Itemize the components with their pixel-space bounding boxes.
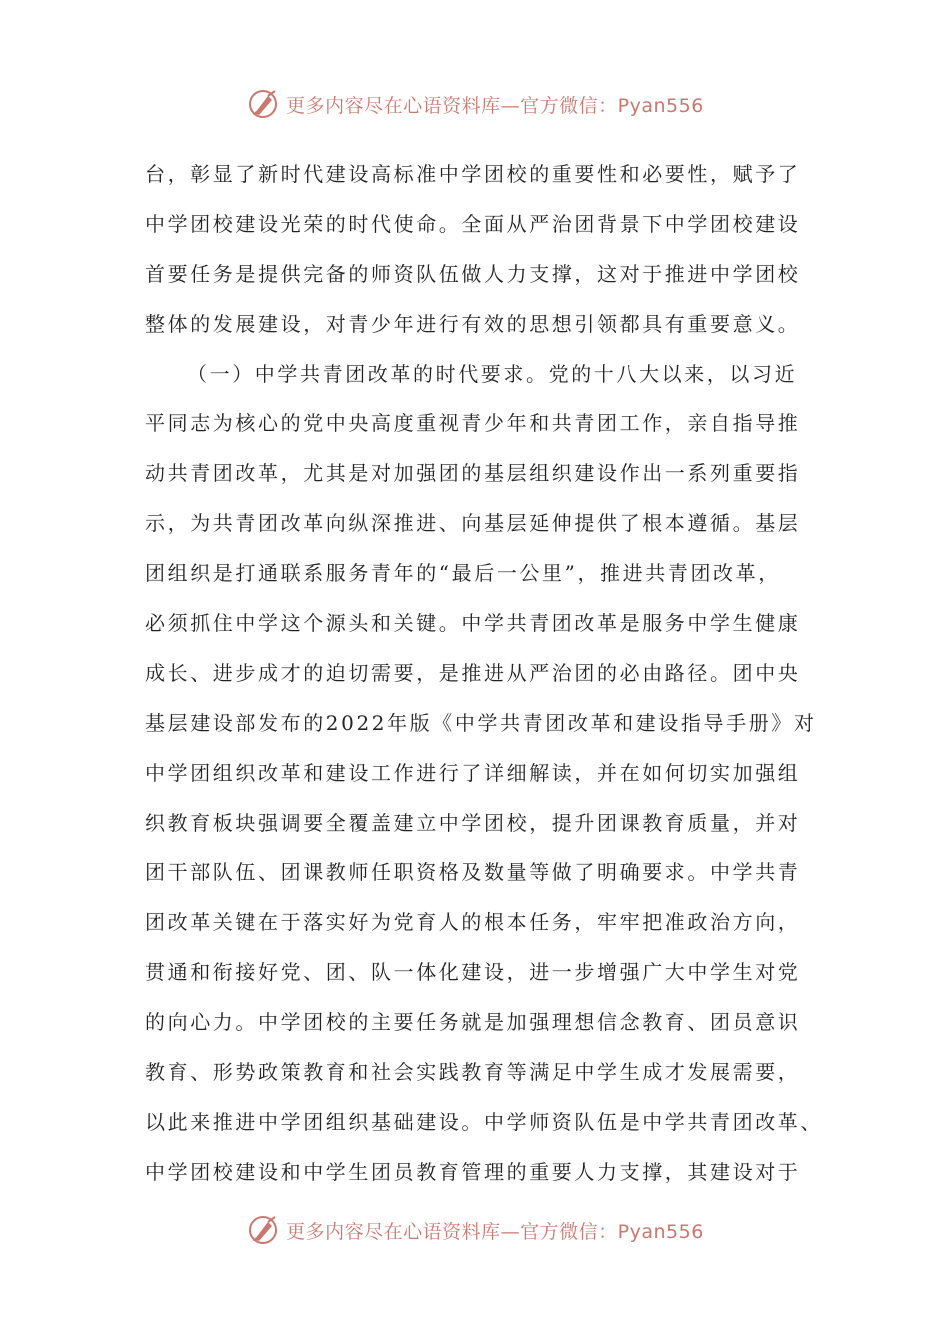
- text-line: 示，为共青团改革向纵深推进、向基层延伸提供了根本遵循。基层: [145, 511, 801, 536]
- text-line: 织教育板块强调要全覆盖建立中学团校，提升团课教育质量，并对: [145, 810, 801, 835]
- text-line: 教育、形势政策教育和社会实践教育等满足中学生成才发展需要，: [145, 1060, 801, 1085]
- section-heading-line: （一）中学共青团改革的时代要求。党的十八大以来，以习近: [187, 361, 798, 386]
- pen-nib-logo-icon: [246, 87, 280, 121]
- text-line: 中学团组织改革和建设工作进行了详细解读，并在如何切实加强组: [145, 760, 801, 785]
- text-line: 中学团校建设光荣的时代使命。全面从严治团背景下中学团校建设: [145, 211, 801, 236]
- body-text: [145, 150, 823, 1198]
- text-line: 台，彰显了新时代建设高标准中学团校的重要性和必要性，赋予了: [145, 162, 801, 186]
- footer-watermark-text: 更多内容尽在心语资料库—官方微信：Pyan556: [286, 1220, 704, 1243]
- text-line: 动共青团改革，尤其是对加强团的基层组织建设作出一系列重要指: [145, 461, 801, 486]
- text-line: 的向心力。中学团校的主要任务就是加强理想信念教育、团员意识: [145, 1010, 801, 1035]
- footer-watermark-content: [246, 1213, 704, 1247]
- text-line: 贯通和衔接好党、团、队一体化建设，进一步增强广大中学生对党: [145, 960, 801, 985]
- footer-wechat-id: Pyan556: [617, 1220, 704, 1243]
- text-line: 中学团校建设和中学生团员教育管理的重要人力支撑，其建设对于: [145, 1159, 801, 1184]
- text-line: 整体的发展建设，对青少年进行有效的思想引领都具有重要意义。: [145, 311, 801, 336]
- text-line: 首要任务是提供完备的师资队伍做人力支撑，这对于推进中学团校: [145, 261, 801, 286]
- text-line: 团改革关键在于落实好为党育人的根本任务，牢牢把准政治方向，: [145, 910, 801, 935]
- header-watermark-content: [246, 87, 704, 121]
- footer-watermark-banner: [0, 1212, 950, 1248]
- text-line: 必须抓住中学这个源头和关键。中学共青团改革是服务中学生健康: [145, 611, 801, 636]
- text-line: 团干部队伍、团课教师任职资格及数量等做了明确要求。中学共青: [145, 860, 801, 885]
- text-line: 团组织是打通联系服务青年的“最后一公里”，推进共青团改革，: [145, 561, 781, 586]
- text-line: 基层建设部发布的2022年版《中学共青团改革和建设指导手册》对: [145, 710, 817, 735]
- header-watermark-text: 更多内容尽在心语资料库—官方微信：Pyan556: [286, 94, 704, 117]
- header-watermark-banner: [0, 86, 950, 122]
- text-line: 成长、进步成才的迫切需要，是推进从严治团的必由路径。团中央: [145, 660, 801, 685]
- text-line: 以此来推进中学团组织基础建设。中学师资队伍是中学共青团改革、: [145, 1109, 823, 1134]
- header-wechat-id: Pyan556: [617, 94, 704, 117]
- pen-nib-logo-icon: [246, 1213, 280, 1247]
- text-line: 平同志为核心的党中央高度重视青少年和共青团工作，亲自指导推: [145, 411, 801, 436]
